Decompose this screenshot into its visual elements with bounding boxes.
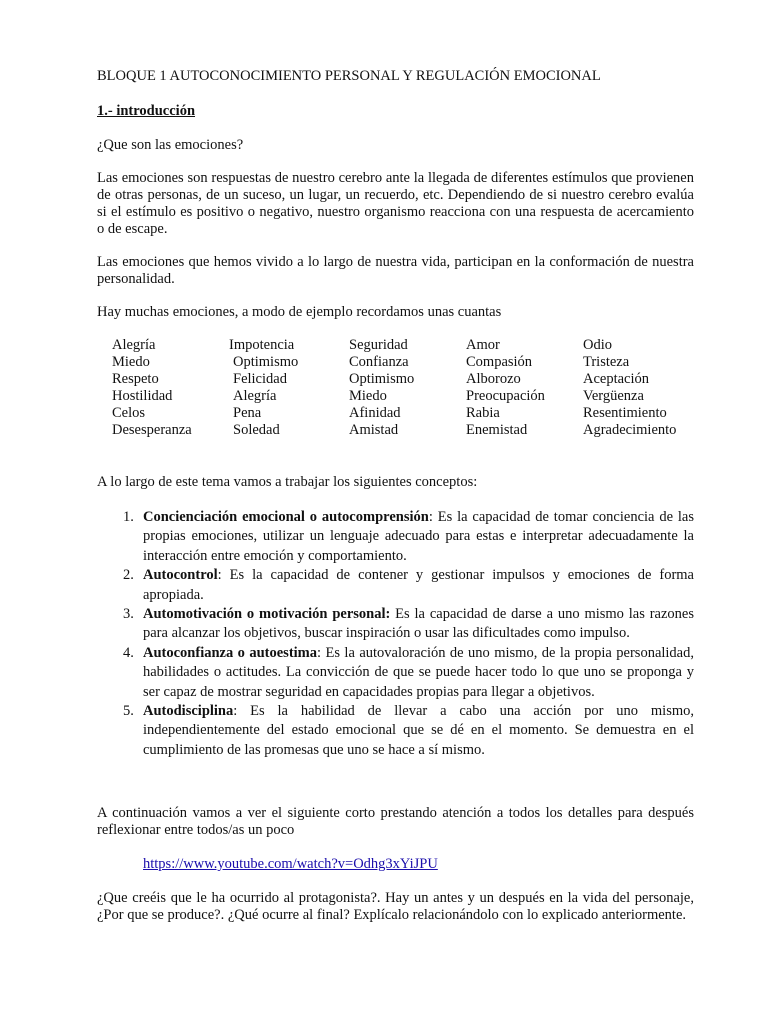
emotion-item: Desesperanza [112, 422, 192, 438]
list-number: 1. [123, 509, 134, 525]
emotion-item: Miedo [112, 354, 150, 370]
emotion-item: Amistad [349, 422, 399, 438]
paragraph-examples-intro: Hay muchas emociones, a modo de ejemplo recordamos unas cuantas [97, 304, 502, 320]
concept-text: : Es la capacidad de tomar conciencia de las propias emociones, utilizar un lenguaje adecuado para estas e interpretar adecuadamente la interacción entre emoción y comportamiento. [143, 509, 694, 564]
list-number: 5. [123, 703, 134, 720]
paragraph-concepts-intro: A lo largo de este tema vamos a trabajar los siguientes conceptos: [97, 474, 478, 490]
emotion-item: Preocupación [466, 388, 545, 404]
emotion-item: Confianza [349, 354, 409, 370]
list-number: 4. [123, 644, 134, 661]
list-item [97, 566, 694, 605]
emotion-item: Seguridad [349, 337, 408, 353]
list-number: 3. [123, 606, 134, 623]
emotions-column-5 [583, 337, 676, 439]
document-title: BLOQUE 1 AUTOCONOCIMIENTO PERSONAL Y REGULACIÓN EMOCIONAL [97, 68, 601, 84]
concepts-list [97, 508, 694, 760]
emotion-item: Alborozo [466, 371, 521, 387]
emotion-item: Alegría [112, 337, 156, 353]
concept-term: Autocontrol [143, 567, 218, 584]
emotion-item: Enemistad [466, 422, 528, 438]
emotion-item: Aceptación [583, 371, 650, 387]
paragraph-definition: Las emociones son respuestas de nuestro cerebro ante la llegada de diferentes estímulos que provienen de otras personas, de un suceso, un lugar, un recuerdo, etc. Dependiendo de si nuestro cerebro evalúa si el estímulo es positivo o negativo, nuestro organismo reacciona con una respuesta de acercamiento o de escape. [97, 170, 694, 237]
concept-text: : Es la autovaloración de uno mismo, de la propia personalidad, habilidades o actitudes. La convicción de que se puede hacer todo lo que uno se proponga y ser capaz de mostrar seguridad en capacidades propias para llegar a objetivos. [143, 644, 694, 700]
emotion-item: Compasión [466, 354, 533, 370]
emotion-item: Soledad [233, 422, 280, 438]
concept-term: Concienciación emocional o autocomprensión [143, 509, 429, 525]
emotion-item: Odio [583, 337, 612, 353]
emotion-item: Rabia [466, 405, 500, 421]
emotion-item: Alegría [233, 388, 277, 404]
concept-text: Es la capacidad de darse a uno mismo las razones para alcanzar los objetivos, buscar inspiración o usar las dificultades como impulso. [143, 606, 694, 642]
concept-term: Autoconfianza o autoestima [143, 644, 318, 661]
emotion-item: Felicidad [233, 371, 287, 387]
list-item [97, 605, 694, 644]
paragraph-reflection-questions: ¿Que creéis que le ha ocurrido al protagonista?. Hay un antes y un después en la vida del personaje, ¿Por que se produce?. ¿Qué ocurre al final? Explícalo relacionándolo con lo explicado anteriormente. [97, 890, 694, 923]
emotion-item: Optimismo [349, 371, 415, 387]
emotion-item: Optimismo [233, 354, 299, 370]
emotion-item: Miedo [349, 388, 387, 404]
emotions-column-1 [112, 337, 192, 439]
emotion-item: Pena [233, 405, 262, 421]
emotion-item: Agradecimiento [583, 422, 677, 438]
emotion-item: Amor [466, 337, 500, 353]
emotion-item: Resentimiento [583, 405, 667, 421]
emotion-item: Afinidad [349, 405, 401, 421]
concept-term: Automotivación o motivación personal: [143, 606, 391, 623]
list-item [97, 702, 694, 760]
video-link[interactable]: https://www.youtube.com/watch?v=Odhg3xYiJPU [143, 856, 438, 872]
section-heading: 1.- introducción [97, 103, 196, 119]
emotion-item: Respeto [112, 371, 159, 387]
concept-term: Autodisciplina [143, 703, 234, 720]
concept-text: : Es la capacidad de contener y gestionar impulsos y emociones de forma apropiada. [143, 567, 694, 603]
emotion-item: Vergüenza [583, 388, 644, 404]
emotion-item: Hostilidad [112, 388, 173, 404]
emotions-column-2 [229, 337, 298, 439]
concept-text: : Es la habilidad de llevar a cabo una acción por uno mismo, independientemente del estado emocional que se dé en el momento. Se demuestra en el cumplimiento de las promesas que uno se hace a sí mismo. [143, 703, 694, 758]
emotions-column-4 [466, 337, 545, 439]
emotion-item: Impotencia [229, 337, 295, 353]
list-number: 2. [123, 567, 134, 584]
paragraph-video-intro: A continuación vamos a ver el siguiente corto prestando atención a todos los detalles para después reflexionar entre todos/as un poco [97, 805, 694, 838]
emotion-item: Celos [112, 405, 146, 421]
emotions-table [112, 337, 712, 441]
emotions-column-3 [349, 337, 414, 439]
emotion-item: Tristeza [583, 354, 630, 370]
list-item [97, 508, 694, 566]
paragraph-personality: Las emociones que hemos vivido a lo largo de nuestra vida, participan en la conformación de nuestra personalidad. [97, 254, 694, 287]
list-item [97, 644, 694, 702]
question-emotions: ¿Que son las emociones? [97, 137, 244, 153]
